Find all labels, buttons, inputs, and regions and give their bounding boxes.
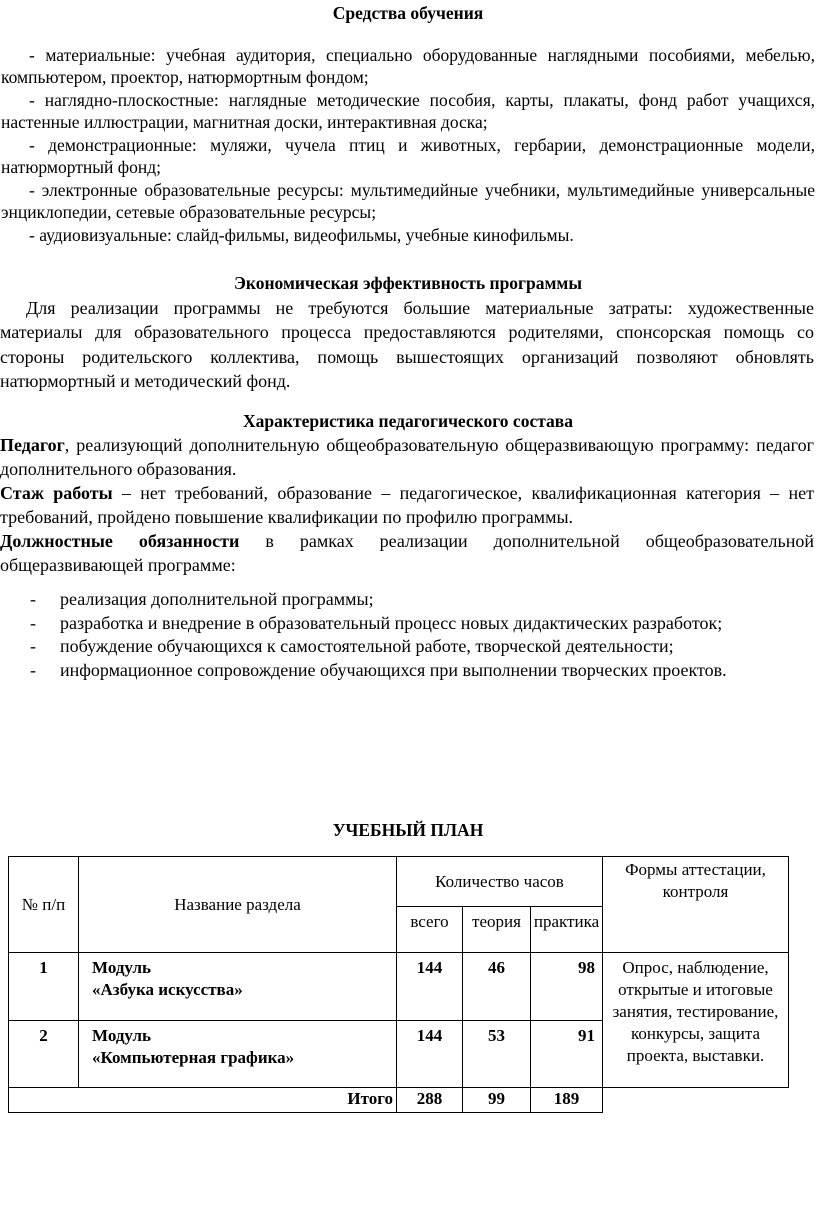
row-total: 144 bbox=[397, 953, 463, 1021]
means-item-material: - материальные: учебная аудитория, специально оборудованные наглядными пособиями, мебелью, компьютером, проектор, натюрмортным фондом; bbox=[1, 44, 815, 87]
header-total: всего bbox=[397, 907, 463, 953]
duties-term: Должностные обязанности bbox=[0, 531, 240, 551]
economy-section bbox=[0, 271, 816, 394]
total-label: Итого bbox=[9, 1088, 397, 1113]
list-item bbox=[0, 612, 816, 636]
header-practice: практика bbox=[531, 907, 603, 953]
duties-text: в рамках реализации дополнительной общеобразовательной общеразвивающей программе: bbox=[0, 531, 814, 575]
row-name: «Азбука искусства» bbox=[92, 980, 243, 999]
header-name: Название раздела bbox=[79, 857, 397, 953]
row-name-cell bbox=[79, 1021, 397, 1088]
list-item bbox=[0, 659, 816, 683]
means-item-electronic: - электронные образовательные ресурсы: мультимедийные учебники, мультимедийные универсальные энциклопедии, сетевые образовательные ресурсы; bbox=[1, 179, 815, 222]
duty-text: побуждение обучающихся к самостоятельной работе, творческой деятельности; bbox=[60, 636, 674, 656]
total-empty-cell bbox=[603, 1088, 789, 1113]
header-hours: Количество часов bbox=[397, 857, 603, 907]
row-module: Модуль bbox=[92, 1026, 152, 1045]
dash-marker: - bbox=[30, 612, 36, 633]
dash-marker: - bbox=[30, 636, 36, 656]
means-item-demo: - демонстрационные: муляжи, чучела птиц и животных, гербарии, демонстрационные модели, натюрмортный фонд; bbox=[1, 134, 815, 177]
dash-marker: - bbox=[30, 589, 36, 609]
experience-term: Стаж работы bbox=[0, 483, 113, 503]
total-practice: 189 bbox=[531, 1088, 603, 1113]
duty-text: информационное сопровождение обучающихся при выполнении творческих проектов. bbox=[60, 659, 727, 680]
staff-experience-para bbox=[0, 481, 816, 529]
row-theory: 46 bbox=[463, 953, 531, 1021]
staff-duties-para bbox=[0, 529, 816, 577]
total-total: 288 bbox=[397, 1088, 463, 1113]
list-item bbox=[0, 588, 816, 612]
curriculum-table bbox=[8, 856, 789, 1113]
duty-text: реализация дополнительной программы; bbox=[60, 589, 374, 609]
plan-title: УЧЕБНЫЙ ПЛАН bbox=[332, 820, 484, 840]
row-practice: 91 bbox=[531, 1021, 603, 1088]
duties-list bbox=[0, 588, 816, 682]
staff-section bbox=[0, 409, 816, 577]
row-module: Модуль bbox=[92, 958, 152, 977]
list-item bbox=[0, 635, 816, 659]
economy-text: Для реализации программы не требуются большие материальные затраты: художественные материалы для образовательного процесса предоставляются родителями, спонсорская помощь со стороны родительского коллектива, помощь вышестоящих организаций позволяют обновлять натюрмортный и методический фонд. bbox=[0, 297, 814, 391]
header-theory: теория bbox=[463, 907, 531, 953]
means-item-audiovisual: - аудиовизуальные: слайд-фильмы, видеофильмы, учебные кинофильмы. bbox=[29, 224, 574, 245]
staff-teacher-para bbox=[0, 433, 816, 481]
row-total: 144 bbox=[397, 1021, 463, 1088]
header-forms: Формы аттестации, контроля bbox=[603, 857, 789, 953]
table-total-row bbox=[9, 1088, 789, 1113]
teacher-text: , реализующий дополнительную общеобразовательную общеразвивающую программу: педагог дополнительного образования. bbox=[0, 435, 814, 479]
economy-title: Экономическая эффективность программы bbox=[234, 273, 582, 293]
duty-text: разработка и внедрение в образовательный процесс новых дидактических разработок; bbox=[60, 612, 723, 633]
total-theory: 99 bbox=[463, 1088, 531, 1113]
staff-title: Характеристика педагогического состава bbox=[243, 411, 573, 431]
means-item-visual: - наглядно-плоскостные: наглядные методические пособия, карты, плакаты, фонд работ учащихся, настенные иллюстрации, магнитная доски, интерактивная доска; bbox=[1, 89, 815, 132]
row-name: «Компьютерная графика» bbox=[92, 1048, 295, 1067]
row-name-cell bbox=[79, 953, 397, 1021]
means-section bbox=[0, 2, 816, 246]
table-header-row bbox=[9, 857, 789, 907]
dash-marker: - bbox=[30, 659, 36, 680]
row-num: 2 bbox=[9, 1021, 79, 1088]
forms-value: Опрос, наблюдение, открытые и итоговые занятия, тестирование, конкурсы, защита проекта, выставки. bbox=[603, 953, 789, 1088]
teacher-term: Педагог bbox=[0, 435, 65, 455]
means-title: Средства обучения bbox=[332, 3, 484, 23]
row-theory: 53 bbox=[463, 1021, 531, 1088]
row-num: 1 bbox=[9, 953, 79, 1021]
header-num: № п/п bbox=[9, 857, 79, 953]
table-row bbox=[9, 953, 789, 1021]
row-practice: 98 bbox=[531, 953, 603, 1021]
experience-text: – нет требований, образование – педагогическое, квалификационная категория – нет требований, пройдено повышение квалификации по профилю программы. bbox=[0, 483, 814, 527]
